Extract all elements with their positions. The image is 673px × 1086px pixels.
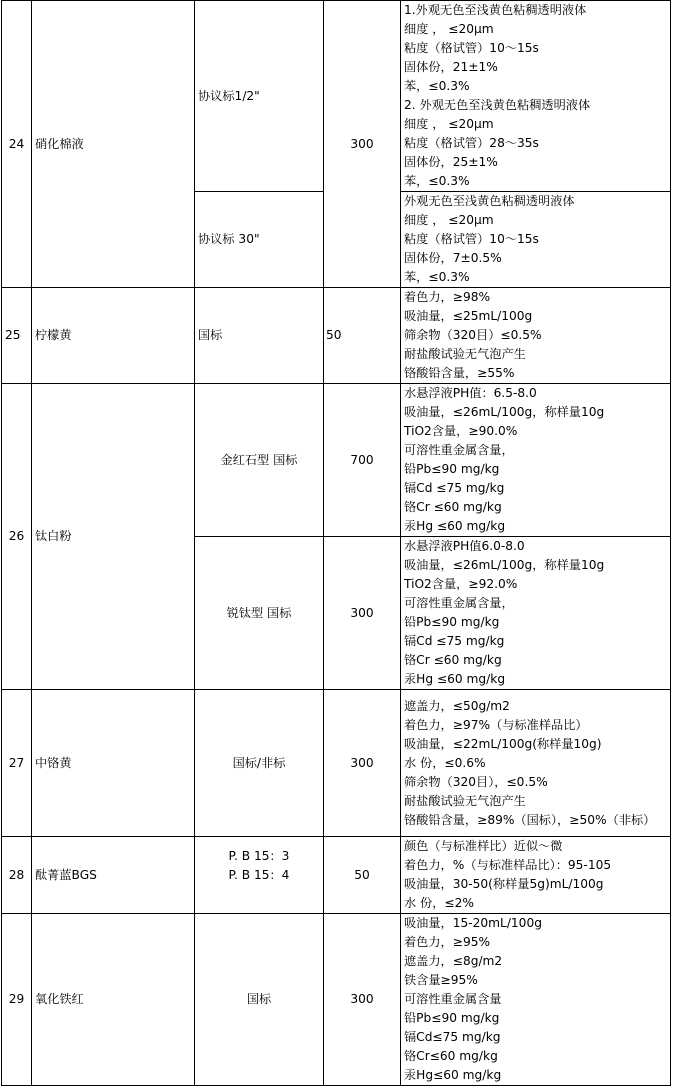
spec-line: 镉Cd≤75 mg/kg	[404, 1030, 501, 1044]
specification-table	[1, 0, 671, 1086]
spec-line: 水悬浮液PH值6.0-8.0	[404, 539, 525, 553]
spec-line: 1.外观无色至浅黄色粘稠透明液体	[404, 3, 587, 17]
spec-line: 镉Cd ≤75 mg/kg	[404, 481, 505, 495]
spec-line: 汞Hg ≤60 mg/kg	[404, 519, 506, 533]
quantity: 50	[324, 837, 401, 914]
spec-line: 铬酸铅含量，≥89%（国标），≥50%（非标）	[404, 812, 656, 827]
product-name: 钛白粉	[32, 384, 195, 690]
standard: 国标	[195, 914, 324, 1086]
standard: 协议标 30"	[195, 192, 324, 288]
row-number: 26	[2, 384, 32, 690]
spec-line: 水悬浮液PH值：6.5-8.0	[404, 386, 537, 400]
spec-line: 铬Cr ≤60 mg/kg	[404, 500, 502, 514]
spec-line: 汞Hg≤60 mg/kg	[404, 1068, 502, 1082]
standard: 锐钛型 国标	[195, 537, 324, 690]
spec-line: 固体份，7±0.5%	[404, 251, 502, 265]
spec-line: 苯，≤0.3%	[404, 270, 470, 284]
spec-line: 水 份，≤2%	[404, 896, 474, 910]
quantity: 50	[324, 288, 401, 384]
row-number: 27	[2, 690, 32, 837]
spec-list	[401, 914, 671, 1086]
spec-list	[401, 690, 671, 837]
spec-line: TiO2含量，≥90.0%	[404, 424, 518, 438]
spec-line: 苯，≤0.3%	[404, 79, 470, 93]
standard: 国标	[195, 288, 324, 384]
table-row-27	[2, 690, 671, 837]
standard-line: P. B 15：4	[228, 867, 290, 882]
spec-line: 吸油量，≤22mL/100g(称样量10g)	[404, 736, 602, 751]
quantity: 300	[324, 1, 401, 288]
spec-line: 着色力，≥95%	[404, 935, 491, 949]
spec-line: 2. 外观无色至浅黄色粘稠透明液体	[404, 98, 591, 112]
spec-line: 着色力，%（与标准样品比）：95-105	[404, 858, 612, 872]
spec-line: 吸油量，≤26mL/100g，称样量10g	[404, 558, 605, 572]
product-name: 氧化铁红	[32, 914, 195, 1086]
spec-line: 细度 ， ≤20μm	[404, 213, 494, 227]
table-row-24	[2, 1, 671, 192]
standard: 国标/非标	[195, 690, 324, 837]
product-name: 硝化棉液	[32, 1, 195, 288]
spec-line: 铅Pb≤90 mg/kg	[404, 1011, 500, 1025]
spec-line: 铅Pb≤90 mg/kg	[404, 462, 500, 476]
spec-line: 遮盖力，≤8g/m2	[404, 954, 503, 968]
spec-line: 细度 ， ≤20μm	[404, 22, 494, 36]
spec-list	[401, 1, 671, 192]
table-row-25	[2, 288, 671, 384]
spec-line: 细度 ， ≤20μm	[404, 117, 494, 131]
spec-line: 汞Hg ≤60 mg/kg	[404, 672, 506, 686]
spec-line: TiO2含量，≥92.0%	[404, 577, 518, 591]
quantity: 300	[324, 537, 401, 690]
product-name: 酞菁蓝BGS	[32, 837, 195, 914]
table-row-28	[2, 837, 671, 914]
spec-line: 着色力，≥98%	[404, 290, 491, 304]
spec-list	[401, 537, 671, 690]
spec-list	[401, 384, 671, 537]
spec-list	[401, 288, 671, 384]
spec-line: 粘度（格试管）10～15s	[404, 232, 539, 246]
spec-line: 筛余物（320目），≤0.5%	[404, 774, 548, 789]
spec-list	[401, 837, 671, 914]
spec-line: 铬酸铅含量，≥55%	[404, 366, 515, 380]
quantity: 300	[324, 690, 401, 837]
quantity: 300	[324, 914, 401, 1086]
spec-line: 吸油量，≤25mL/100g	[404, 309, 533, 323]
spec-line: 耐盐酸试验无气泡产生	[404, 347, 526, 361]
spec-line: 可溶性重金属含量	[404, 992, 502, 1006]
spec-line: 颜色（与标准样比）近似～微	[404, 839, 563, 853]
spec-line: 水 份，≤0.6%	[404, 755, 486, 770]
spec-line: 着色力，≥97%（与标准样品比）	[404, 717, 588, 732]
standard	[195, 837, 324, 914]
table-row-29	[2, 914, 671, 1086]
spec-line: 镉Cd ≤75 mg/kg	[404, 634, 505, 648]
spec-line: 铁含量≥95%	[404, 973, 478, 987]
standard: 协议标1/2"	[195, 1, 324, 192]
spec-line: 固体份，21±1%	[404, 60, 498, 74]
spec-line: 粘度（格试管）10～15s	[404, 41, 539, 55]
spec-line: 可溶性重金属含量，	[404, 443, 514, 457]
table-row-26	[2, 384, 671, 537]
spec-line: 固体份，25±1%	[404, 155, 498, 169]
row-number: 28	[2, 837, 32, 914]
spec-line: 吸油量，≤26mL/100g，称样量10g	[404, 405, 605, 419]
spec-line: 可溶性重金属含量，	[404, 596, 514, 610]
standard: 金红石型 国标	[195, 384, 324, 537]
spec-line: 铬Cr≤60 mg/kg	[404, 1049, 498, 1063]
spec-line: 铬Cr ≤60 mg/kg	[404, 653, 502, 667]
standard-line: P. B 15：3	[228, 848, 290, 863]
product-name: 柠檬黄	[32, 288, 195, 384]
spec-line: 苯，≤0.3%	[404, 174, 470, 188]
quantity: 700	[324, 384, 401, 537]
spec-line: 筛余物（320目）≤0.5%	[404, 328, 542, 342]
spec-line: 耐盐酸试验无气泡产生	[404, 793, 526, 808]
spec-line: 外观无色至浅黄色粘稠透明液体	[404, 194, 575, 208]
row-number: 25	[2, 288, 32, 384]
spec-line: 粘度（格试管）28～35s	[404, 136, 539, 150]
spec-line: 吸油量，30-50(称样量5g)mL/100g	[404, 877, 604, 891]
spec-line: 铅Pb≤90 mg/kg	[404, 615, 500, 629]
spec-line: 吸油量，15-20mL/100g	[404, 916, 542, 930]
spec-line: 遮盖力，≤50g/m2	[404, 698, 510, 713]
row-number: 29	[2, 914, 32, 1086]
row-number: 24	[2, 1, 32, 288]
spec-list	[401, 192, 671, 288]
product-name: 中铬黄	[32, 690, 195, 837]
